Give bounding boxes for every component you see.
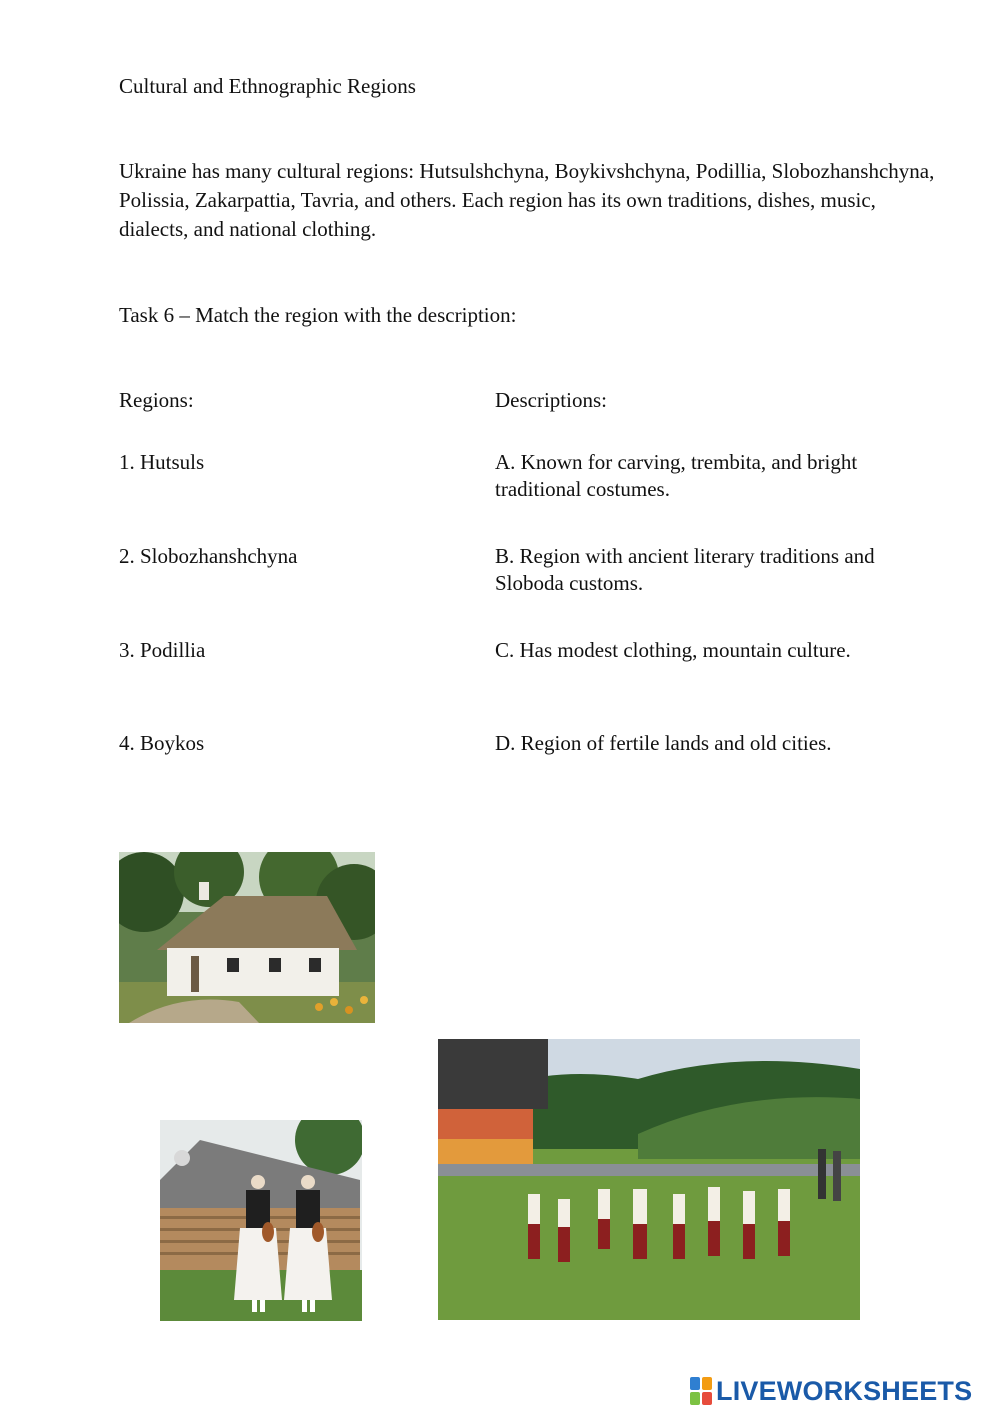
- region-item-podillia: 3. Podillia: [119, 638, 206, 662]
- task-instruction: Task 6 – Match the region with the description:: [119, 303, 517, 327]
- document-title: Cultural and Ethnographic Regions: [119, 74, 416, 98]
- logo-square: [702, 1392, 712, 1405]
- description-item-c: C. Has modest clothing, mountain culture.: [495, 638, 851, 662]
- region-item-boykos: 4. Boykos: [119, 731, 205, 755]
- description-item-d: D. Region of fertile lands and old cities.: [495, 731, 832, 755]
- descriptions-header: Descriptions:: [495, 388, 607, 412]
- liveworksheets-branding: [690, 1374, 972, 1408]
- description-item-b: B. Region with ancient literary traditions and Sloboda customs.: [495, 544, 875, 595]
- region-item-slobozhanshchyna: 2. Slobozhanshchyna: [119, 544, 298, 568]
- region-item-hutsuls: 1. Hutsuls: [119, 450, 205, 474]
- description-item-a: A. Known for carving, trembita, and bright traditional costumes.: [495, 450, 858, 501]
- regions-header: Regions:: [119, 388, 194, 412]
- folk-dancers-circle-photo: [438, 1039, 860, 1320]
- intro-paragraph: Ukraine has many cultural regions: Hutsulshchyna, Boykivshchyna, Podillia, Slobozhanshchyna, Polissia, Zakarpattia, Tavria, and others. Each region has its own traditions, dishes, music, dialects, and national clothing.: [119, 159, 935, 241]
- liveworksheets-logo-icon: [690, 1377, 712, 1405]
- logo-square: [690, 1377, 700, 1390]
- two-women-with-violins-photo: [160, 1120, 362, 1321]
- liveworksheets-brand-text: LIVEWORKSHEETS: [716, 1375, 973, 1406]
- logo-square: [702, 1377, 712, 1390]
- thatched-white-cottage-photo: [119, 852, 375, 1023]
- logo-square: [690, 1392, 700, 1405]
